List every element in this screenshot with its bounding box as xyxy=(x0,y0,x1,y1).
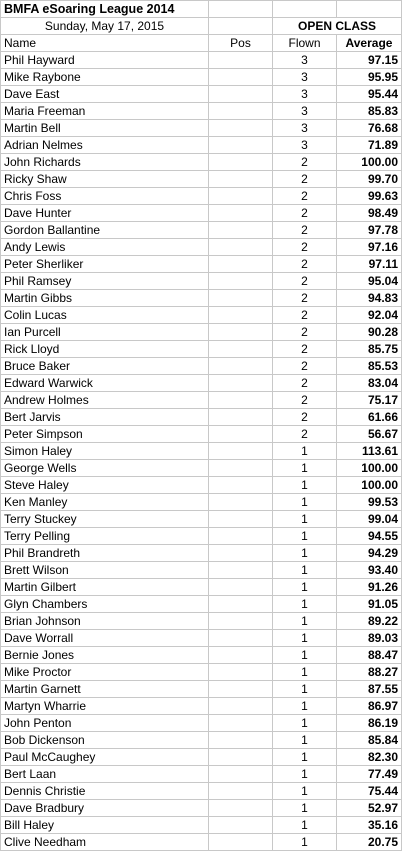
cell-pos[interactable] xyxy=(209,834,273,851)
cell-name[interactable]: Bob Dickenson xyxy=(1,732,209,749)
cell-average[interactable]: 75.17 xyxy=(337,392,402,409)
cell-name[interactable]: Chris Foss xyxy=(1,188,209,205)
cell-pos[interactable] xyxy=(209,443,273,460)
table-row xyxy=(1,715,402,732)
class-label[interactable]: OPEN CLASS xyxy=(273,18,402,35)
table-row xyxy=(1,681,402,698)
cell-pos[interactable] xyxy=(209,732,273,749)
cell-name[interactable]: Gordon Ballantine xyxy=(1,222,209,239)
cell-flown[interactable]: 3 xyxy=(273,137,337,154)
cell-pos[interactable] xyxy=(209,647,273,664)
cell-average[interactable]: 94.83 xyxy=(337,290,402,307)
cell-flown[interactable]: 2 xyxy=(273,307,337,324)
cell-pos[interactable] xyxy=(209,783,273,800)
table-row xyxy=(1,69,402,86)
cell-flown[interactable]: 1 xyxy=(273,630,337,647)
table-row xyxy=(1,290,402,307)
cell-average[interactable]: 20.75 xyxy=(337,834,402,851)
cell-name[interactable]: Colin Lucas xyxy=(1,307,209,324)
cell-name[interactable]: Steve Haley xyxy=(1,477,209,494)
cell-flown[interactable]: 2 xyxy=(273,324,337,341)
cell-pos[interactable] xyxy=(209,545,273,562)
table-row xyxy=(1,307,402,324)
cell-flown[interactable]: 2 xyxy=(273,409,337,426)
cell-average[interactable]: 91.05 xyxy=(337,596,402,613)
cell-average[interactable]: 85.53 xyxy=(337,358,402,375)
cell-flown[interactable]: 3 xyxy=(273,103,337,120)
table-row xyxy=(1,358,402,375)
cell-pos[interactable] xyxy=(209,511,273,528)
cell-pos[interactable] xyxy=(209,817,273,834)
header-name[interactable]: Name xyxy=(1,35,209,52)
cell-name[interactable]: Adrian Nelmes xyxy=(1,137,209,154)
cell-average[interactable]: 92.04 xyxy=(337,307,402,324)
cell-name[interactable]: George Wells xyxy=(1,460,209,477)
cell-name[interactable]: Mike Proctor xyxy=(1,664,209,681)
cell-name[interactable]: Rick Lloyd xyxy=(1,341,209,358)
cell-average[interactable]: 94.29 xyxy=(337,545,402,562)
cell-flown[interactable]: 1 xyxy=(273,715,337,732)
cell-pos[interactable] xyxy=(209,69,273,86)
cell-flown[interactable]: 2 xyxy=(273,341,337,358)
table-row xyxy=(1,783,402,800)
cell-name[interactable]: Bernie Jones xyxy=(1,647,209,664)
cell-name[interactable]: Clive Needham xyxy=(1,834,209,851)
cell-pos[interactable] xyxy=(209,341,273,358)
cell-flown[interactable]: 3 xyxy=(273,86,337,103)
table-row xyxy=(1,494,402,511)
cell-pos[interactable] xyxy=(209,324,273,341)
cell-pos[interactable] xyxy=(209,426,273,443)
cell-pos[interactable] xyxy=(209,664,273,681)
cell-average[interactable]: 35.16 xyxy=(337,817,402,834)
cell-name[interactable]: Martin Bell xyxy=(1,120,209,137)
table-row xyxy=(1,766,402,783)
cell-pos[interactable] xyxy=(209,528,273,545)
cell-flown[interactable]: 3 xyxy=(273,120,337,137)
cell-flown[interactable]: 2 xyxy=(273,256,337,273)
empty-cell[interactable] xyxy=(273,1,337,18)
cell-average[interactable]: 76.68 xyxy=(337,120,402,137)
table-row xyxy=(1,120,402,137)
cell-flown[interactable]: 2 xyxy=(273,392,337,409)
cell-average[interactable]: 95.44 xyxy=(337,86,402,103)
cell-flown[interactable]: 2 xyxy=(273,154,337,171)
cell-average[interactable]: 77.49 xyxy=(337,766,402,783)
cell-flown[interactable]: 1 xyxy=(273,511,337,528)
cell-name[interactable]: Dave Hunter xyxy=(1,205,209,222)
cell-average[interactable]: 97.15 xyxy=(337,52,402,69)
cell-average[interactable]: 95.95 xyxy=(337,69,402,86)
table-row xyxy=(1,52,402,69)
results-table-body xyxy=(1,1,402,851)
cell-average[interactable]: 99.63 xyxy=(337,188,402,205)
cell-pos[interactable] xyxy=(209,579,273,596)
table-row xyxy=(1,222,402,239)
cell-pos[interactable] xyxy=(209,103,273,120)
header-row xyxy=(1,35,402,52)
cell-pos[interactable] xyxy=(209,256,273,273)
cell-pos[interactable] xyxy=(209,52,273,69)
cell-pos[interactable] xyxy=(209,290,273,307)
cell-pos[interactable] xyxy=(209,86,273,103)
cell-flown[interactable]: 1 xyxy=(273,528,337,545)
table-row xyxy=(1,256,402,273)
cell-average[interactable]: 113.61 xyxy=(337,443,402,460)
table-row xyxy=(1,579,402,596)
cell-pos[interactable] xyxy=(209,120,273,137)
cell-name[interactable]: Martin Gilbert xyxy=(1,579,209,596)
cell-average[interactable]: 82.30 xyxy=(337,749,402,766)
cell-flown[interactable]: 2 xyxy=(273,205,337,222)
cell-flown[interactable]: 1 xyxy=(273,681,337,698)
cell-name[interactable]: Terry Stuckey xyxy=(1,511,209,528)
cell-flown[interactable]: 1 xyxy=(273,494,337,511)
table-row xyxy=(1,834,402,851)
cell-pos[interactable] xyxy=(209,630,273,647)
cell-flown[interactable]: 1 xyxy=(273,477,337,494)
table-row xyxy=(1,698,402,715)
cell-flown[interactable]: 2 xyxy=(273,188,337,205)
table-row xyxy=(1,443,402,460)
cell-flown[interactable]: 3 xyxy=(273,69,337,86)
cell-flown[interactable]: 1 xyxy=(273,800,337,817)
cell-pos[interactable] xyxy=(209,715,273,732)
table-row xyxy=(1,647,402,664)
cell-average[interactable]: 88.27 xyxy=(337,664,402,681)
table-row xyxy=(1,426,402,443)
cell-pos[interactable] xyxy=(209,562,273,579)
cell-pos[interactable] xyxy=(209,154,273,171)
table-row xyxy=(1,154,402,171)
cell-flown[interactable]: 1 xyxy=(273,460,337,477)
cell-average[interactable]: 85.83 xyxy=(337,103,402,120)
cell-name[interactable]: Mike Raybone xyxy=(1,69,209,86)
cell-average[interactable]: 99.53 xyxy=(337,494,402,511)
cell-flown[interactable]: 3 xyxy=(273,52,337,69)
cell-pos[interactable] xyxy=(209,596,273,613)
cell-name[interactable]: Bruce Baker xyxy=(1,358,209,375)
cell-pos[interactable] xyxy=(209,239,273,256)
cell-average[interactable]: 98.49 xyxy=(337,205,402,222)
table-row xyxy=(1,205,402,222)
header-flown[interactable]: Flown xyxy=(273,35,337,52)
cell-average[interactable]: 89.03 xyxy=(337,630,402,647)
table-row xyxy=(1,137,402,154)
cell-name[interactable]: Brian Johnson xyxy=(1,613,209,630)
cell-pos[interactable] xyxy=(209,613,273,630)
table-row xyxy=(1,392,402,409)
cell-flown[interactable]: 1 xyxy=(273,596,337,613)
table-row xyxy=(1,528,402,545)
cell-average[interactable]: 86.97 xyxy=(337,698,402,715)
cell-average[interactable]: 61.66 xyxy=(337,409,402,426)
cell-flown[interactable]: 2 xyxy=(273,222,337,239)
table-row xyxy=(1,188,402,205)
cell-pos[interactable] xyxy=(209,766,273,783)
cell-name[interactable]: Dave Worrall xyxy=(1,630,209,647)
cell-average[interactable]: 94.55 xyxy=(337,528,402,545)
cell-pos[interactable] xyxy=(209,137,273,154)
cell-pos[interactable] xyxy=(209,171,273,188)
empty-cell[interactable] xyxy=(337,1,402,18)
cell-flown[interactable]: 1 xyxy=(273,783,337,800)
cell-flown[interactable]: 2 xyxy=(273,239,337,256)
table-row xyxy=(1,171,402,188)
table-row xyxy=(1,630,402,647)
cell-name[interactable]: Ricky Shaw xyxy=(1,171,209,188)
cell-name[interactable]: Phil Hayward xyxy=(1,52,209,69)
cell-pos[interactable] xyxy=(209,205,273,222)
cell-name[interactable]: Martin Garnett xyxy=(1,681,209,698)
cell-name[interactable]: Andy Lewis xyxy=(1,239,209,256)
cell-flown[interactable]: 2 xyxy=(273,171,337,188)
cell-pos[interactable] xyxy=(209,460,273,477)
table-row xyxy=(1,477,402,494)
cell-average[interactable]: 89.22 xyxy=(337,613,402,630)
cell-average[interactable]: 90.28 xyxy=(337,324,402,341)
cell-average[interactable]: 71.89 xyxy=(337,137,402,154)
cell-average[interactable]: 75.44 xyxy=(337,783,402,800)
cell-pos[interactable] xyxy=(209,409,273,426)
cell-name[interactable]: Simon Haley xyxy=(1,443,209,460)
cell-name[interactable]: Edward Warwick xyxy=(1,375,209,392)
cell-pos[interactable] xyxy=(209,800,273,817)
table-row xyxy=(1,749,402,766)
cell-name[interactable]: Dave East xyxy=(1,86,209,103)
table-row xyxy=(1,732,402,749)
cell-average[interactable]: 86.19 xyxy=(337,715,402,732)
cell-name[interactable]: Bert Jarvis xyxy=(1,409,209,426)
table-row xyxy=(1,562,402,579)
header-pos[interactable]: Pos xyxy=(209,35,273,52)
cell-average[interactable]: 100.00 xyxy=(337,477,402,494)
cell-average[interactable]: 100.00 xyxy=(337,460,402,477)
cell-flown[interactable]: 2 xyxy=(273,273,337,290)
cell-pos[interactable] xyxy=(209,222,273,239)
cell-average[interactable]: 56.67 xyxy=(337,426,402,443)
cell-pos[interactable] xyxy=(209,392,273,409)
cell-name[interactable]: Phil Ramsey xyxy=(1,273,209,290)
empty-cell[interactable] xyxy=(209,1,273,18)
cell-flown[interactable]: 2 xyxy=(273,375,337,392)
cell-name[interactable]: Brett Wilson xyxy=(1,562,209,579)
title-row xyxy=(1,1,402,18)
table-row xyxy=(1,375,402,392)
cell-flown[interactable]: 1 xyxy=(273,749,337,766)
cell-flown[interactable]: 2 xyxy=(273,426,337,443)
cell-pos[interactable] xyxy=(209,188,273,205)
cell-pos[interactable] xyxy=(209,358,273,375)
cell-average[interactable]: 52.97 xyxy=(337,800,402,817)
table-row xyxy=(1,273,402,290)
table-row xyxy=(1,239,402,256)
table-row xyxy=(1,324,402,341)
cell-pos[interactable] xyxy=(209,749,273,766)
cell-average[interactable]: 85.84 xyxy=(337,732,402,749)
cell-flown[interactable]: 2 xyxy=(273,358,337,375)
cell-average[interactable]: 95.04 xyxy=(337,273,402,290)
cell-average[interactable]: 100.00 xyxy=(337,154,402,171)
cell-pos[interactable] xyxy=(209,681,273,698)
cell-pos[interactable] xyxy=(209,273,273,290)
cell-flown[interactable]: 2 xyxy=(273,290,337,307)
cell-average[interactable]: 97.78 xyxy=(337,222,402,239)
cell-average[interactable]: 99.70 xyxy=(337,171,402,188)
cell-name[interactable]: Dennis Christie xyxy=(1,783,209,800)
cell-average[interactable]: 99.04 xyxy=(337,511,402,528)
table-row xyxy=(1,664,402,681)
cell-average[interactable]: 83.04 xyxy=(337,375,402,392)
cell-flown[interactable]: 1 xyxy=(273,579,337,596)
cell-name[interactable]: Maria Freeman xyxy=(1,103,209,120)
table-row xyxy=(1,409,402,426)
cell-name[interactable]: Martin Gibbs xyxy=(1,290,209,307)
cell-flown[interactable]: 1 xyxy=(273,834,337,851)
cell-name[interactable]: Bert Laan xyxy=(1,766,209,783)
cell-pos[interactable] xyxy=(209,375,273,392)
cell-name[interactable]: Dave Bradbury xyxy=(1,800,209,817)
cell-pos[interactable] xyxy=(209,477,273,494)
table-row xyxy=(1,460,402,477)
cell-name[interactable]: Glyn Chambers xyxy=(1,596,209,613)
table-row xyxy=(1,545,402,562)
cell-name[interactable]: Andrew Holmes xyxy=(1,392,209,409)
table-row xyxy=(1,511,402,528)
cell-name[interactable]: Terry Pelling xyxy=(1,528,209,545)
cell-name[interactable]: Phil Brandreth xyxy=(1,545,209,562)
cell-average[interactable]: 93.40 xyxy=(337,562,402,579)
cell-flown[interactable]: 1 xyxy=(273,766,337,783)
cell-average[interactable]: 97.11 xyxy=(337,256,402,273)
table-row xyxy=(1,86,402,103)
cell-flown[interactable]: 1 xyxy=(273,562,337,579)
date-row xyxy=(1,18,402,35)
cell-average[interactable]: 85.75 xyxy=(337,341,402,358)
sheet-title[interactable]: BMFA eSoaring League 2014 xyxy=(1,1,209,18)
cell-name[interactable]: Ken Manley xyxy=(1,494,209,511)
cell-flown[interactable]: 1 xyxy=(273,443,337,460)
table-row xyxy=(1,341,402,358)
table-row xyxy=(1,800,402,817)
cell-name[interactable]: John Penton xyxy=(1,715,209,732)
cell-name[interactable]: Ian Purcell xyxy=(1,324,209,341)
cell-name[interactable]: Peter Simpson xyxy=(1,426,209,443)
cell-flown[interactable]: 1 xyxy=(273,732,337,749)
cell-name[interactable]: Peter Sherliker xyxy=(1,256,209,273)
cell-flown[interactable]: 1 xyxy=(273,545,337,562)
cell-name[interactable]: Bill Haley xyxy=(1,817,209,834)
table-row xyxy=(1,596,402,613)
cell-average[interactable]: 91.26 xyxy=(337,579,402,596)
cell-name[interactable]: Martyn Wharrie xyxy=(1,698,209,715)
cell-pos[interactable] xyxy=(209,494,273,511)
table-row xyxy=(1,817,402,834)
cell-flown[interactable]: 1 xyxy=(273,664,337,681)
cell-flown[interactable]: 1 xyxy=(273,698,337,715)
cell-name[interactable]: John Richards xyxy=(1,154,209,171)
table-row xyxy=(1,103,402,120)
cell-flown[interactable]: 1 xyxy=(273,647,337,664)
cell-average[interactable]: 88.47 xyxy=(337,647,402,664)
cell-name[interactable]: Paul McCaughey xyxy=(1,749,209,766)
cell-average[interactable]: 97.16 xyxy=(337,239,402,256)
sheet-date[interactable]: Sunday, May 17, 2015 xyxy=(1,18,209,35)
table-row xyxy=(1,613,402,630)
cell-pos[interactable] xyxy=(209,307,273,324)
cell-flown[interactable]: 1 xyxy=(273,613,337,630)
cell-flown[interactable]: 1 xyxy=(273,817,337,834)
cell-average[interactable]: 87.55 xyxy=(337,681,402,698)
empty-cell[interactable] xyxy=(209,18,273,35)
cell-pos[interactable] xyxy=(209,698,273,715)
header-average[interactable]: Average xyxy=(337,35,402,52)
